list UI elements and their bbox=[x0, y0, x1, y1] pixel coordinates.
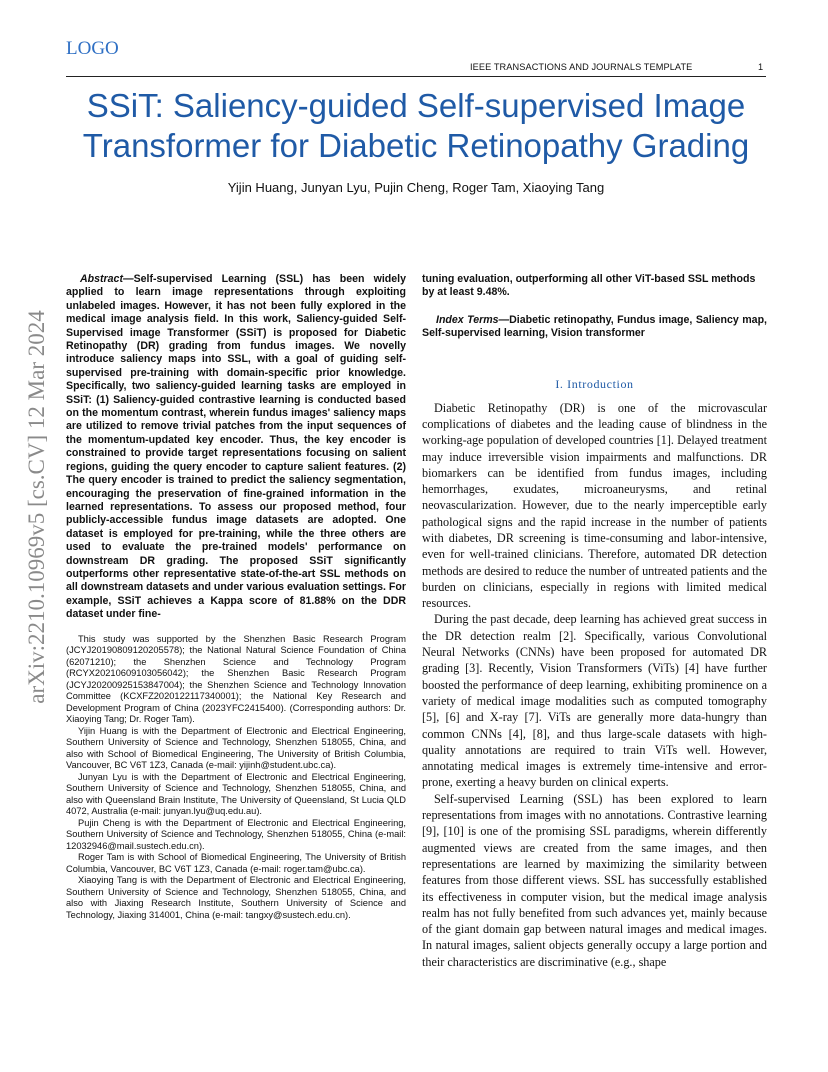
running-head: IEEE TRANSACTIONS AND JOURNALS TEMPLATE bbox=[470, 62, 693, 72]
abstract-continued: tuning evaluation, outperforming all other ViT-based SSL methods by at least 9.48%. bbox=[422, 273, 756, 299]
abstract bbox=[66, 273, 406, 622]
header-rule bbox=[66, 76, 766, 77]
footnote-author: Yijin Huang is with the Department of Electronic and Electrical Engineering, Southern University of Science and Technology, Shenzhen 518055, China, and also with School of Biomedical Engineering, The University of British Columbia, Vancouver, BC V6T 1Z3, Canada (e-mail: yijinh@student.ubc.ca). bbox=[66, 725, 406, 771]
left-column bbox=[66, 273, 406, 921]
body-paragraph: Self-supervised Learning (SSL) has been explored to learn representations from images with no annotations. Contrastive learning [9], [10] is one of the promising SSL paradigms, wherein differently augmented views are created from the same images, and then representations are learned by maximizing the similarity between features from those different views. SSL has successfully established its effectiveness in computer vision, but the medical image analysis realm has not fully benefited from such advances yet, mainly because of the giant domain gap between natural images and medical images. In natural images, salient objects generally occupy a large portion and their characteristics are discriminative (e.g., shape bbox=[422, 791, 767, 969]
paper-title: SSiT: Saliency-guided Self-supervised Image Transformer for Diabetic Retinopathy Grading bbox=[82, 87, 750, 164]
page-number: 1 bbox=[758, 62, 764, 72]
section-heading: I. Introduction bbox=[555, 376, 634, 391]
footnotes bbox=[66, 634, 406, 922]
footnote-author: Xiaoying Tang is with the Department of Electronic and Electrical Engineering, Southern University of Science and Technology, Shenzhen 518055, China, and also with Jiaxing Research Institute, Southern University of Science and Technology, Jiaxing 314001, China (e-mail: tangxy@sustech.edu.cn). bbox=[66, 875, 406, 920]
footnote-author: Roger Tam is with School of Biomedical Engineering, The University of British Columbia, Vancouver, BC V6T 1Z3, Canada (e-mail: roger.tam@ubc.ca). bbox=[66, 852, 406, 874]
arxiv-stamp: arXiv:2210.10969v5 [cs.CV] 12 Mar 2024 bbox=[24, 310, 49, 704]
right-column bbox=[422, 273, 767, 970]
body-paragraph: During the past decade, deep learning has achieved great success in the DR detection realm [2]. Specifically, various Convolutional Neural Networks (CNNs) have been proposed for automated DR grading [3]. Recently, Vision Transformers (ViTs) [4] have further boosted the performance of deep learning, exhibiting prominence on a variety of medical image modalities such as computed tomography [5], [6] and X-ray [7]. ViTs are generally more data-hungry than common CNNs [4], [8], and thus large-scale datasets with high-quality annotations are required to train ViTs well. However, annotating medical images is extremely time-intensive and error-prone, exerting a heavy burden on clinical experts. bbox=[422, 612, 767, 790]
logo: LOGO bbox=[66, 38, 119, 59]
body-paragraph: Diabetic Retinopathy (DR) is one of the microvascular complications of diabetes and the leading cause of blindness in the working-age population of developed countries [1]. Delayed treatment may induce irreversible vision impairments and malfunctions. DR biomarkers can be identified from fundus images, including hemorrhages, exudates, microaneurysms, and retinal neovascularization. However, due to the nearly imperceptible early pathological signs and the rapid increase in the number of patients with diabetes, DR screening is time-consuming and labor-intensive, even for well-trained clinicians. Therefore, automated DR detection methods are desired to reduce the number of untreated patients and the burden on clinicians, especially in regions with limited medical resources. bbox=[422, 400, 767, 611]
index-terms-lead: Index Terms— bbox=[436, 313, 510, 326]
footnote-author: Pujin Cheng is with the Department of Electronic and Electrical Engineering, Southern University of Science and Technology, Shenzhen 518055, China (e-mail: 12032946@mail.sustech.edu.cn). bbox=[66, 817, 406, 851]
footnote-author: Junyan Lyu is with the Department of Electronic and Electrical Engineering, Southern University of Science and Technology, Shenzhen 518055, China, and also with Queensland Brain Institute, The University of Queensland, St Lucia QLD 4072, Australia (e-mail: junyan.lyu@uq.edu.au). bbox=[66, 771, 406, 817]
index-terms-text: Diabetic retinopathy, Fundus image, Saliency map, Self-supervised learning, Vision transformer bbox=[422, 313, 767, 340]
abstract-lead: Abstract— bbox=[80, 273, 134, 285]
index-terms bbox=[422, 314, 767, 341]
footnote-funding: This study was supported by the Shenzhen Basic Research Program (JCYJ20190809120205578); the National Natural Science Foundation of China (62071210); the Shenzhen Science and Technology Program (RCYX20210609103056042); the Shenzhen Basic Research Program (JCYJ20200925153847004); the Shenzhen Science and Technology Innovation Committee (KCXFZ2020122117340001); the National Key Research and Development Program of China (2023YFC2415400). (Corresponding authors: Dr. Xiaoying Tang; Dr. Roger Tam). bbox=[66, 633, 406, 725]
author-list: Yijin Huang, Junyan Lyu, Pujin Cheng, Roger Tam, Xiaoying Tang bbox=[227, 180, 605, 195]
abstract-text: Self-supervised Learning (SSL) has been widely applied to learn image representations through exploiting unlabeled images. However, it has not been fully explored in the medical image analysis field. In this work, Saliency-guided Self-Supervised image Transformer (SSiT) is proposed for Diabetic Retinopathy (DR) grading from fundus images. We novelly introduce saliency maps into SSL, with a goal of guiding self-supervised pre-training with domain-specific prior knowledge. Specifically, two saliency-guided learning tasks are employed in SSiT: (1) Saliency-guided contrastive learning is conducted based on the momentum contrast, wherein fundus images' saliency maps are utilized to remove trivial patches from the input sequences of the momentum-updated key encoder. Thus, the key encoder is constrained to provide target representations focusing on salient regions, guiding the query encoder to capture salient features. (2) The query encoder is trained to predict the saliency segmentation, encouraging the preservation of fine-grained information in the learned representations. To assess our proposed method, four publicly-accessible fundus image datasets are adopted. One dataset is employed for pre-training, while the three others are used to evaluate the pre-trained models' performance on downstream DR grading. The proposed SSiT significantly outperforms other representative state-of-the-art SSL methods on all downstream datasets and under various evaluation settings. For example, SSiT achieves a Kappa score of 81.88% on the DDR dataset under fine- bbox=[66, 273, 406, 621]
